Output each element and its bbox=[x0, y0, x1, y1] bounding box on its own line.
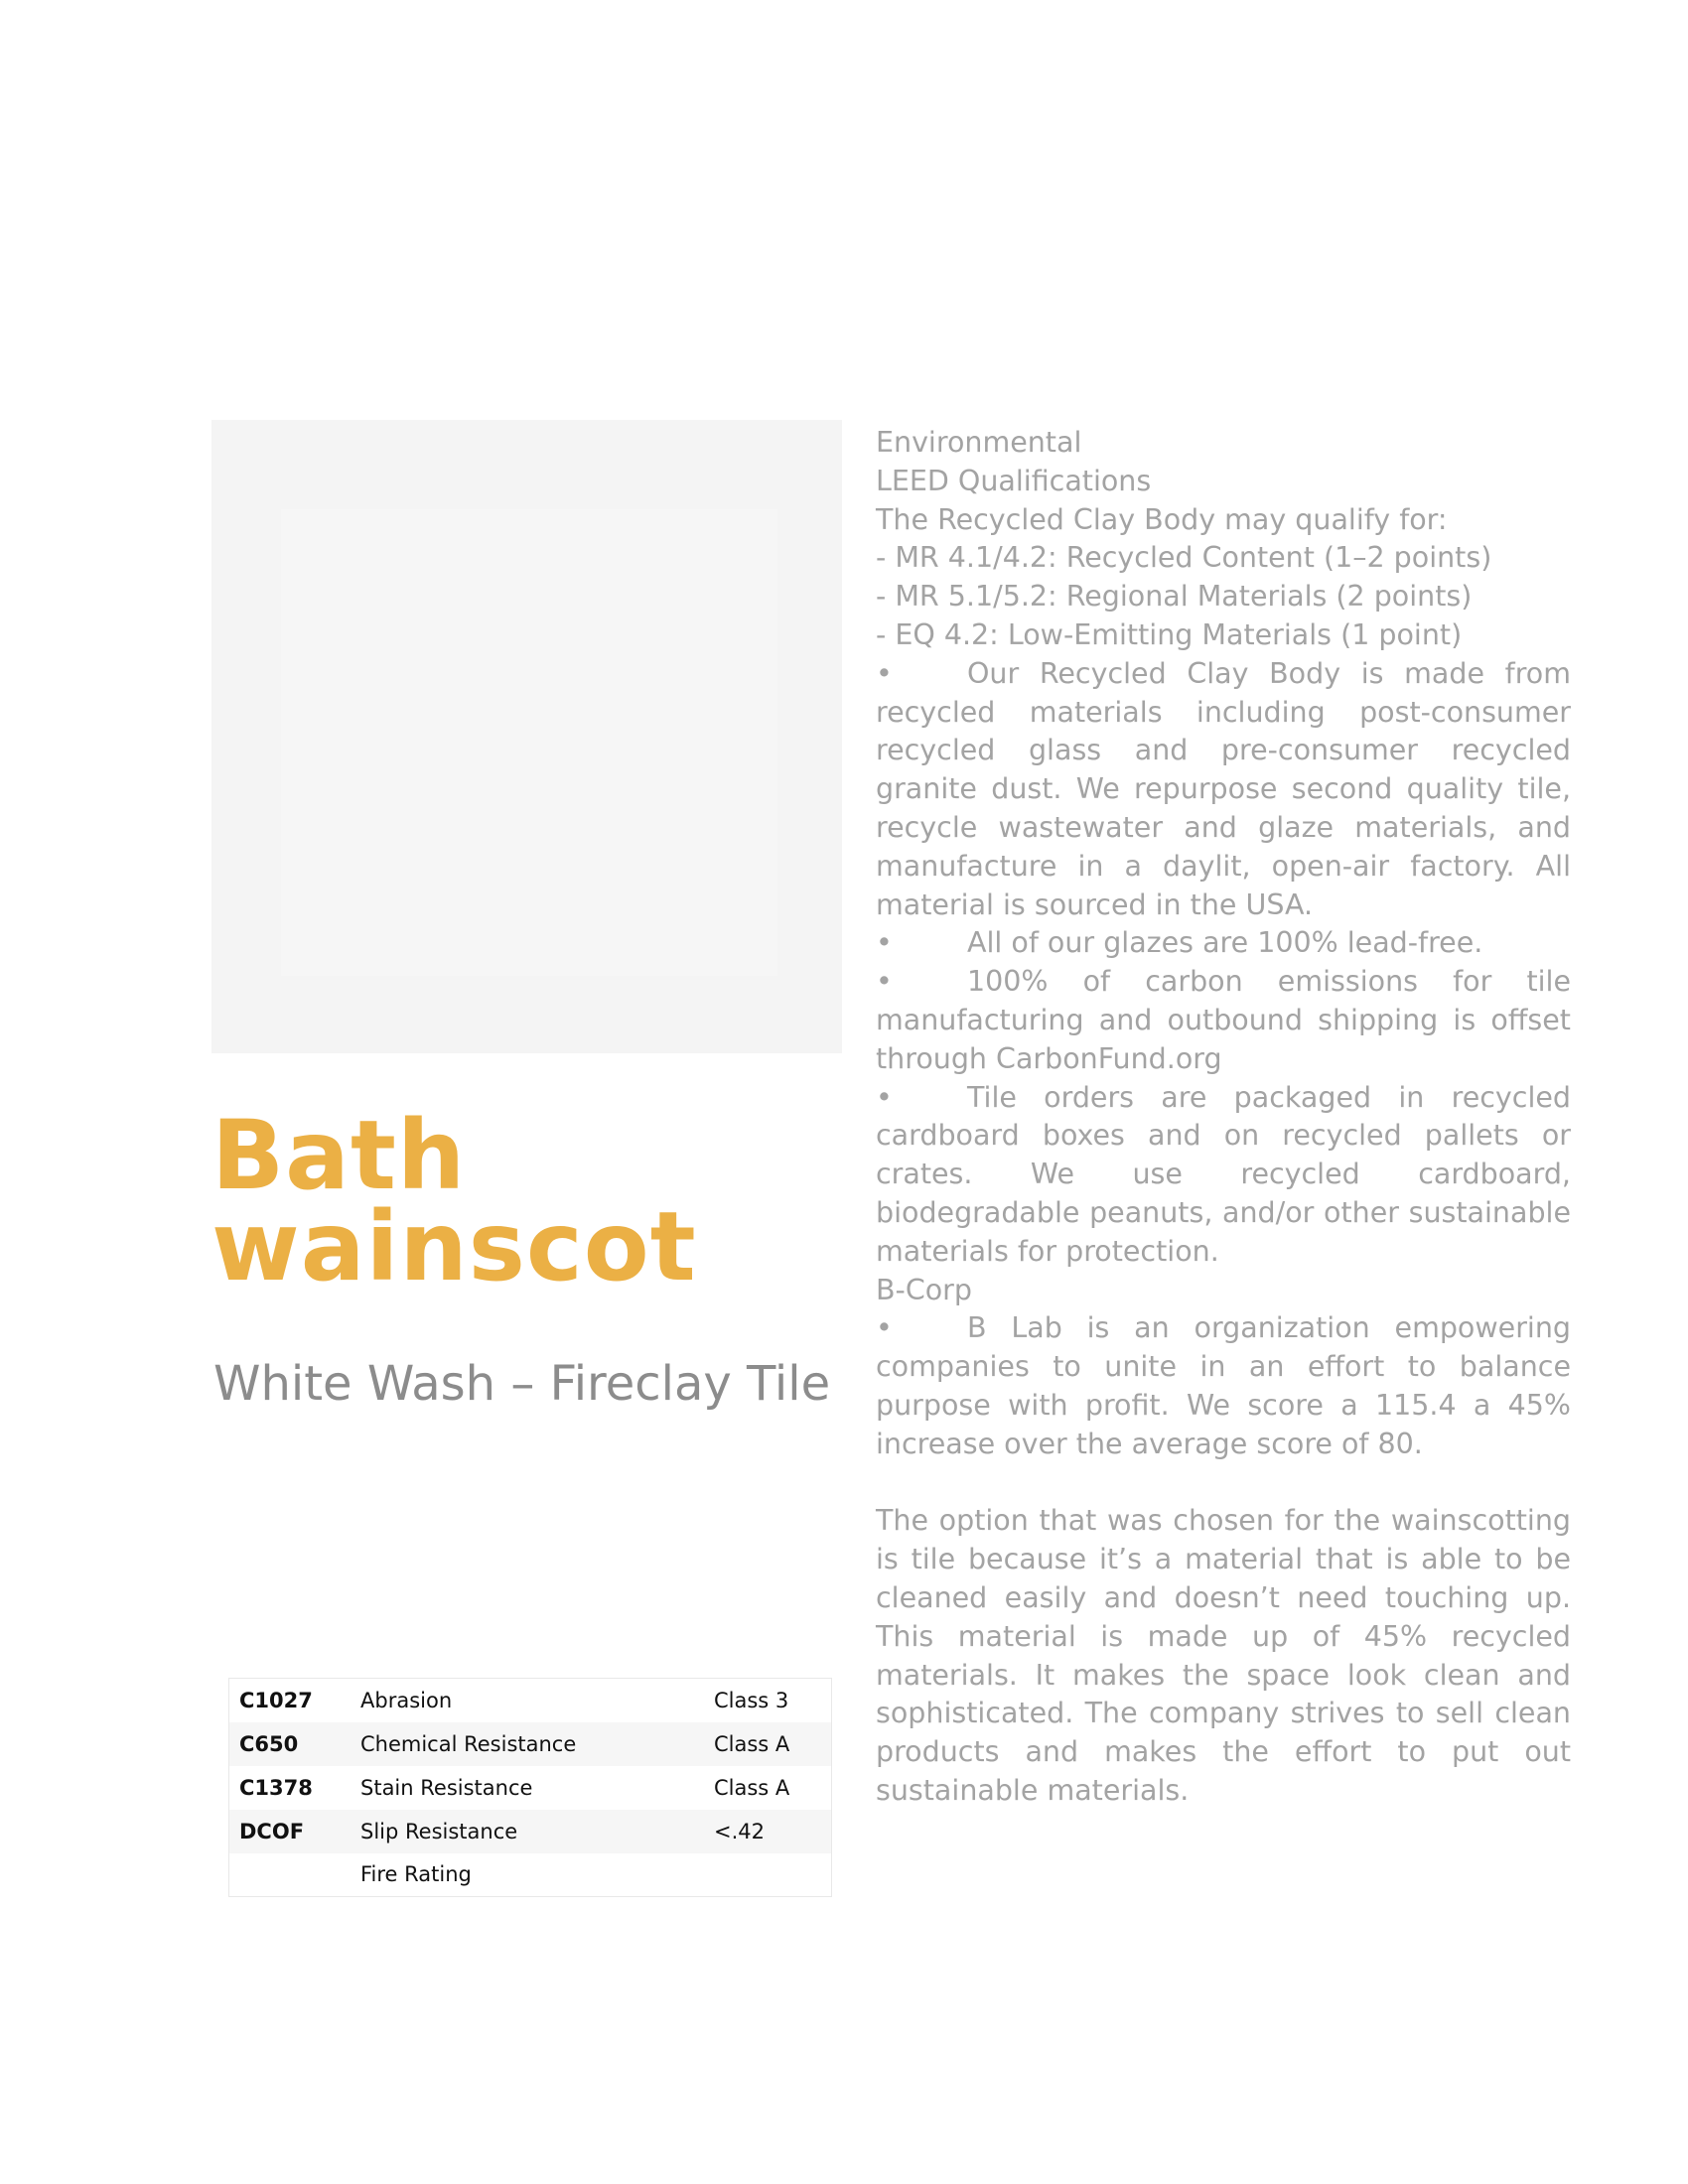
bcorp-heading: B-Corp bbox=[876, 1273, 972, 1306]
leed-heading: LEED Qualifications bbox=[876, 464, 1152, 497]
bullet-icon: • bbox=[876, 965, 893, 999]
table-row bbox=[229, 1853, 832, 1897]
spec-code bbox=[229, 1853, 352, 1897]
environmental-heading: Environmental bbox=[876, 426, 1082, 459]
list-item bbox=[876, 655, 1571, 925]
spec-property: Slip Resistance bbox=[351, 1810, 704, 1853]
bullet-text: Tile orders are packaged in recycled cardboard boxes and on recycled pallets or crates. We use recycled cardboard, biodegradable peanuts, and/or other sustainable materials for protection. bbox=[876, 1080, 1571, 1268]
table-row bbox=[229, 1766, 832, 1810]
leed-item: - MR 5.1/5.2: Regional Materials (2 points) bbox=[876, 580, 1473, 614]
bullet-text: 100% of carbon emissions for tile manufacturing and outbound shipping is offset through CarbonFund.org bbox=[876, 965, 1571, 1075]
spec-property: Abrasion bbox=[360, 1688, 453, 1712]
tile-swatch-highlight bbox=[281, 509, 777, 976]
list-item bbox=[876, 963, 1571, 1078]
table-row bbox=[229, 1679, 832, 1722]
bullet-icon: • bbox=[876, 1080, 893, 1114]
leed-item: - EQ 4.2: Low-Emitting Materials (1 point) bbox=[876, 617, 1463, 651]
environmental-text bbox=[876, 424, 1571, 1811]
list-item bbox=[876, 924, 1571, 963]
spec-value bbox=[704, 1853, 832, 1897]
spec-value: Class A bbox=[714, 1775, 790, 1800]
bullet-text: B Lab is an organization empowering companies to unite in an effort to balance purpose with profit. We score a 115.4 a 45% increase over the average score of 80. bbox=[876, 1311, 1571, 1460]
leed-intro: The Recycled Clay Body may qualify for: bbox=[876, 502, 1448, 536]
table-row bbox=[229, 1810, 832, 1853]
spec-property: Chemical Resistance bbox=[351, 1722, 704, 1766]
paragraph-gap bbox=[876, 1464, 1571, 1503]
product-subtitle: White Wash – Fireclay Tile bbox=[213, 1356, 831, 1412]
spec-property: Stain Resistance bbox=[360, 1775, 533, 1800]
list-item bbox=[876, 1079, 1571, 1272]
spec-code: C1378 bbox=[239, 1775, 313, 1800]
bullet-icon: • bbox=[876, 656, 893, 690]
spec-code: C1027 bbox=[239, 1688, 313, 1712]
bullet-text: Our Recycled Clay Body is made from recycled materials including post-consumer recycled glass and pre-consumer recycled granite dust. We repurpose second quality tile, recycle wastewater and glaze materials, and manufacture in a daylit, open-air factory. All material is sourced in the USA. bbox=[876, 656, 1571, 921]
closing-paragraph: The option that was chosen for the wainscotting is tile because it’s a material that is able to be cleaned easily and doesn’t need touching up. This material is made up of 45% recycled materials. It makes the space look clean and sophisticated. The company strives to sell clean products and makes the effort to put out sustainable materials. bbox=[876, 1504, 1571, 1807]
bullet-icon: • bbox=[876, 1311, 893, 1345]
page-title: Bath wainscot bbox=[211, 1100, 697, 1302]
tile-swatch-image bbox=[211, 420, 842, 1053]
table-row bbox=[229, 1722, 832, 1766]
spec-code: C650 bbox=[229, 1722, 352, 1766]
bullet-icon: • bbox=[876, 926, 893, 960]
spec-value: <.42 bbox=[704, 1810, 832, 1853]
spec-value: Class 3 bbox=[714, 1688, 789, 1712]
bullet-text: All of our glazes are 100% lead-free. bbox=[967, 926, 1483, 960]
specs-table bbox=[228, 1678, 832, 1897]
list-item bbox=[876, 1309, 1571, 1463]
spec-code: DCOF bbox=[229, 1810, 352, 1853]
leed-item: - MR 4.1/4.2: Recycled Content (1–2 points) bbox=[876, 541, 1492, 575]
spec-property: Fire Rating bbox=[360, 1862, 472, 1887]
spec-value: Class A bbox=[704, 1722, 832, 1766]
